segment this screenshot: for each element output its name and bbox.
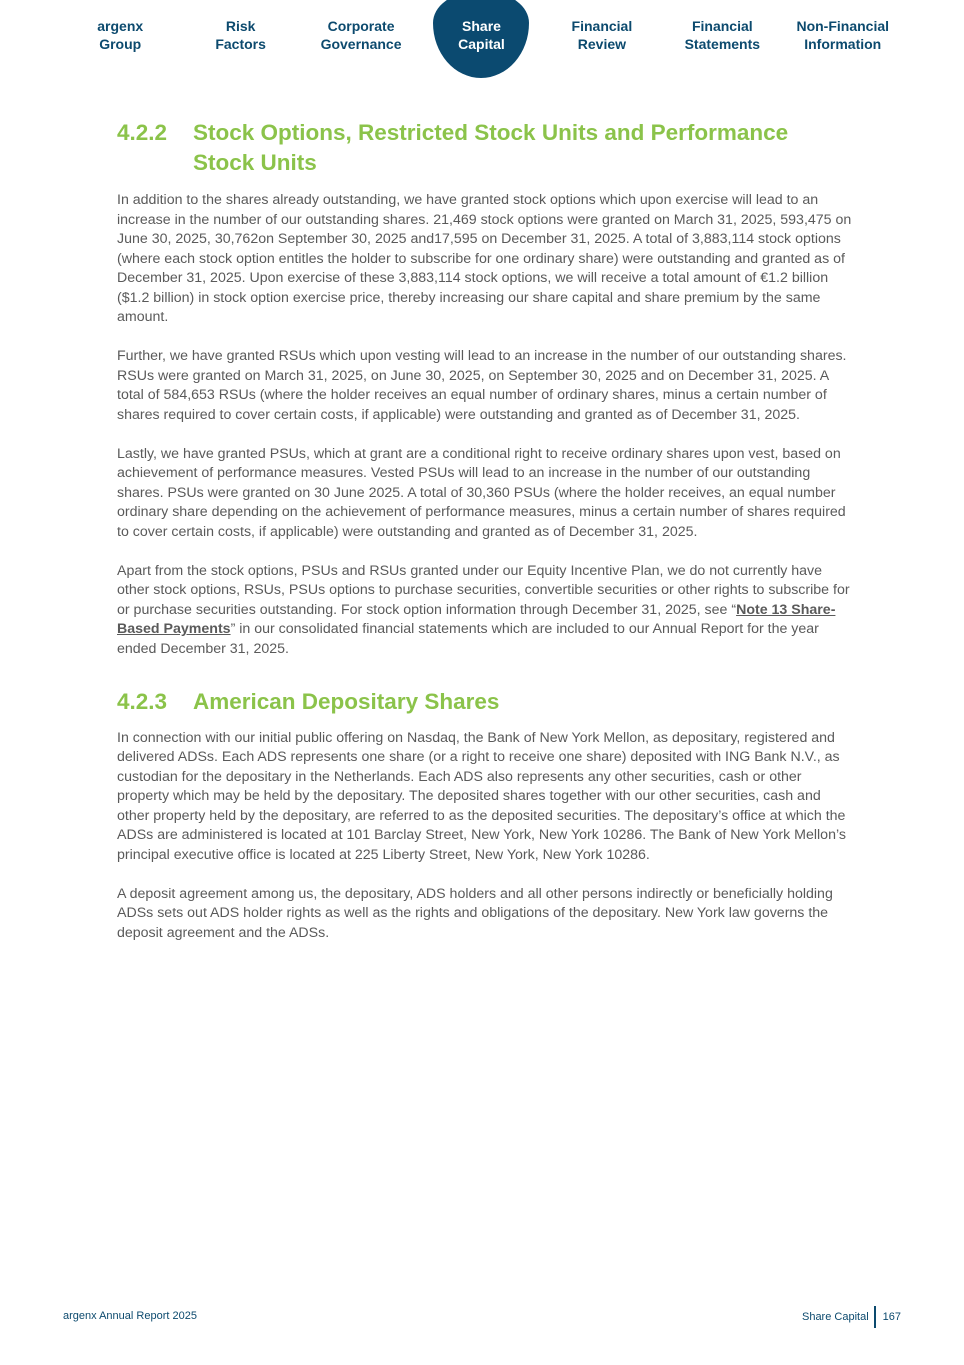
footer-page-info [802, 1306, 901, 1328]
page-number: 167 [882, 1311, 901, 1323]
section-title: American Depositary Shares [193, 689, 500, 714]
nav-tab-label-line1: Non-Financial [796, 18, 890, 34]
nav-tab-label-line2: Factors [215, 35, 266, 52]
paragraph-deposit-agreement: A deposit agreement among us, the depositary, ADS holders and all other persons indirectly or beneficially holding ADSs sets out ADS holder rights as well as the rights and obligations of the depositary. New York law governs the deposit agreement and the ADSs. [117, 885, 833, 941]
nav-tab-label-line2: Review [577, 35, 627, 52]
nav-tab-label-line1: Financial [571, 18, 633, 34]
nav-tab-share-capital-active[interactable] [421, 0, 541, 80]
nav-tab-label-line2: Statements [684, 35, 761, 52]
nav-tab-label-line1: Corporate [327, 18, 395, 34]
nav-tab-financial-statements[interactable] [662, 0, 782, 80]
main-content [117, 118, 852, 943]
nav-tab-non-financial-information[interactable] [783, 0, 903, 80]
paragraph-psus: Lastly, we have granted PSUs, which at grant are a conditional right to receive ordinary shares upon vest, based on achievement of performance measures. Vested PSUs will lead to an increase in the number of our outstanding shares. PSUs were granted on 30 June 2025. A total of 30,360 PSUs (where the holder receives, an equal number ordinary share depending on the achievement of performance measures, minus a certain number of shares required to cover certain costs, if applicable) were outstanding and granted as of December 31, 2025. [117, 445, 846, 540]
note-13-link[interactable]: Note 13 Share-Based Payments [117, 601, 836, 637]
nav-tab-argenx-group[interactable] [60, 0, 180, 80]
nav-tab-label-line2: Governance [320, 35, 402, 52]
section-title: Stock Options, Restricted Stock Units and Performance Stock Units [193, 120, 789, 175]
nav-tab-risk-factors[interactable] [180, 0, 300, 80]
footer-divider [874, 1306, 876, 1328]
top-navigation [60, 0, 903, 80]
nav-tab-label-line2: Group [99, 35, 142, 52]
footer-section-name: Share Capital [801, 1311, 869, 1323]
section-heading-4-2-3 [117, 687, 852, 717]
nav-tab-label-line1: Risk [225, 18, 256, 34]
section-number: 4.2.3 [117, 689, 168, 714]
section-heading-4-2-2 [117, 118, 852, 177]
paragraph-stock-options: In addition to the shares already outstanding, we have granted stock options which upon exercise will lead to an increase in the number of our outstanding shares. 21,469 stock options were granted on March 31, 2025, 593,475 on June 30, 2025, 30,762on September 30, 2025 and17,595 on December 31, 2025. A total of 3,883,114 stock options (where each stock option entitles the holder to subscribe for one ordinary share) were outstanding and granted as of December 31, 2025. Upon exercise of these 3,883,114 stock options, we will receive a total amount of €1.2 billion ($1.2 billion) in stock option exercise price, thereby increasing our share capital and share premium by the same amount. [117, 192, 852, 325]
nav-tab-financial-review[interactable] [542, 0, 662, 80]
paragraph-rsus: Further, we have granted RSUs which upon vesting will lead to an increase in the number of our outstanding shares. RSUs were granted on March 31, 2025, on June 30, 2025, on September 30, 2025 and on December 31, 2025. A total of 584,653 RSUs (where the holder receives an equal number of ordinary shares, minus a certain number of shares required to cover certain costs, if applicable) were outstanding and granted as of December 31, 2025. [117, 348, 847, 423]
nav-tab-label-line1: Financial [691, 18, 753, 34]
paragraph-text: ” in our consolidated financial statements which are included to our Annual Report for the year ended December 31, 2025. [117, 621, 819, 657]
paragraph-other-rights [117, 562, 852, 660]
nav-tab-label-line1: Share [462, 18, 501, 34]
nav-tab-label-line2: Capital [458, 35, 505, 52]
paragraph-text: Apart from the stock options, PSUs and RSUs granted under our Equity Incentive Plan, we do not currently have other stock options, RSUs, PSUs options to purchase securities, convertible securities or other rights to subscribe for or purchase securities outstanding. For stock option information through December 31, 2025, see “ [117, 562, 850, 618]
paragraph-ads-depositary: In connection with our initial public offering on Nasdaq, the Bank of New York Mellon, as depositary, registered and delivered ADSs. Each ADS represents one share (or a right to receive one share) deposited with ING Bank N.V., as custodian for the depositary in the Netherlands. Each ADS also represents any other securities, cash or other property which may be held by the depositary. The deposited shares together with our other securities, cash and other property held by the depositary, are referred to as the deposited securities. The depositary’s office at which the ADSs are administered is located at 101 Barclay Street, New York, New York 10286. The Bank of New York Mellon’s principal executive office is located at 225 Liberty Street, New York, New York 10286. [117, 729, 846, 863]
nav-tab-corporate-governance[interactable] [301, 0, 421, 80]
nav-tab-label-line1: argenx [97, 18, 144, 34]
footer-report-title: argenx Annual Report 2025 [63, 1310, 197, 1322]
section-number: 4.2.2 [117, 120, 168, 145]
nav-tab-label-line2: Information [804, 35, 882, 52]
